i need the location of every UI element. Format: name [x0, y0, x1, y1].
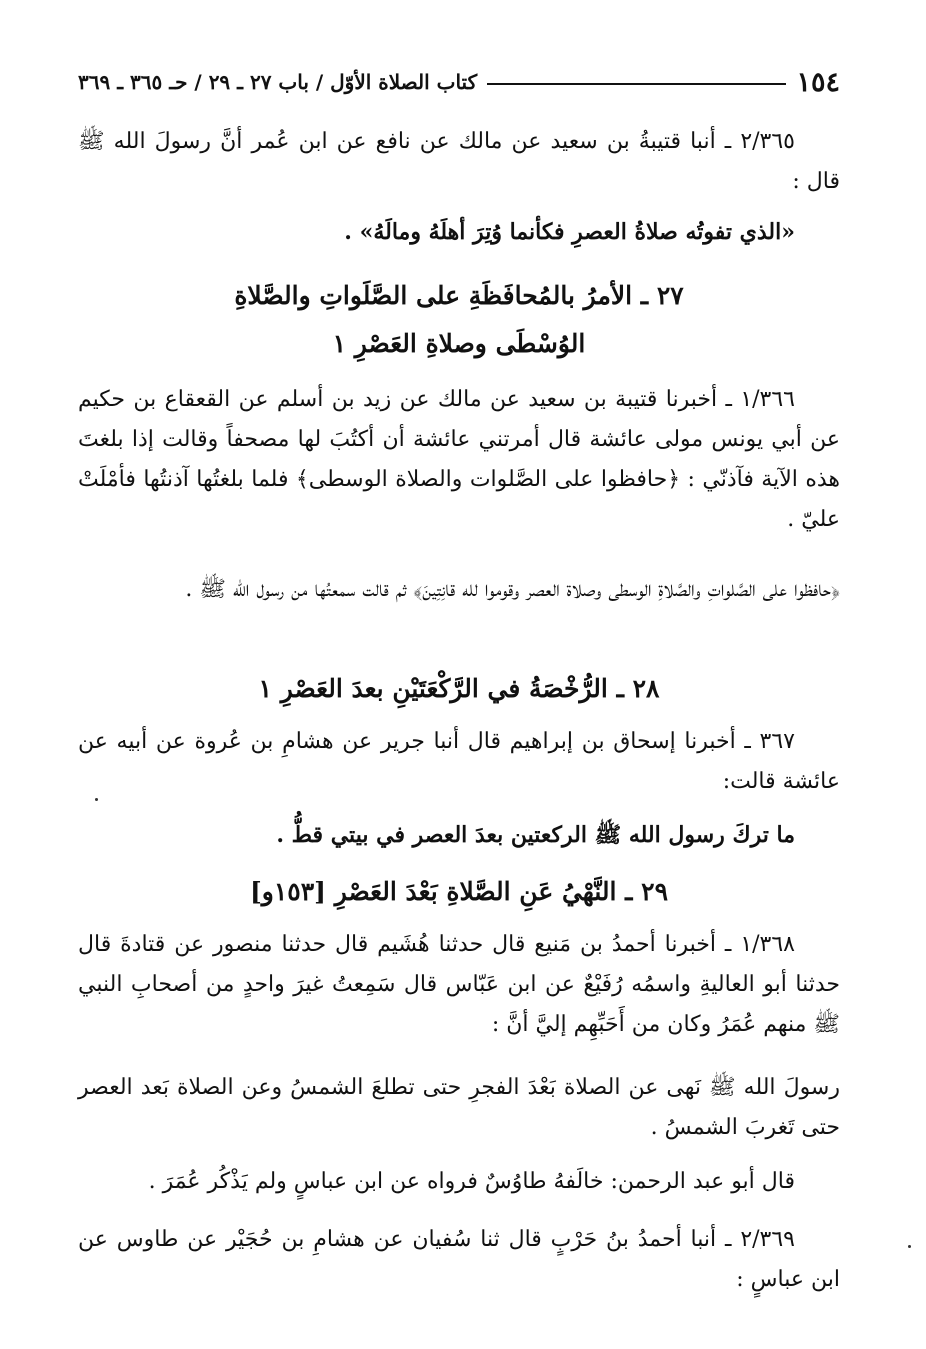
hadith-368: ١/٣٦٨ ـ أخبرنا أحمدُ بن مَنيع قال حدثنا هُشَيم قال حدثنا منصور عن قتادةَ قال حدثنا أبو العاليةِ واسمُه رُفَيْعٌ عن ابن عَبّاس قال سَمِعتُ غيرَ واحدٍ من أصحابِ النبي ﷺ منهم عُمَرُ وكان من أَحَبِّهِم إليَّ أنَّ : [78, 932, 840, 1037]
running-title: كتاب الصلاة الأوّل / باب ٢٧ ـ ٢٩ / حـ ٣٦٥ ـ ٣٦٩ [78, 70, 478, 94]
chapter-27-title-line2: الوُسْطَى وصلاةِ العَصْرِ ١ [332, 329, 586, 358]
scan-speck [95, 798, 98, 801]
chapter-27-title-line1: ٢٧ ـ الأمرُ بالمُحافَظَةِ على الصَّلَواتِ والصَّلاةِ [234, 281, 684, 310]
chapter-28-heading: ٢٨ ـ الرُّخْصَةُ في الرَّكْعَتَيْنِ بعدَ العَصْرِ ١ [258, 674, 660, 703]
scan-speck [908, 1245, 911, 1248]
hadith-367-text: ما تركَ رسول الله ﷺ الركعتين بعدَ العصر في بيتي قطُّ . [276, 822, 795, 848]
hadith-366-verse: ﴿حافظوا على الصَّلواتِ والصَّلاةِ الوسطى وصلاة العصر وقوموا لله قانِتِينَ﴾ ثم قالت سمعتُها من رسول الله ﷺ . [185, 577, 840, 602]
hadith-367: ٣٦٧ ـ أخبرنا إسحاق بن إبراهيم قال أنبا جرير عن هشامِ بن عُروة عن أبيه عن عائشة قالت: [78, 729, 840, 794]
page-number: ١٥٤ [796, 66, 840, 98]
chapter-29-heading: ٢٩ ـ النَّهْيُ عَنِ الصَّلاةِ بَعْدَ العَصْرِ [١٥٣و] [249, 877, 669, 906]
hadith-368-note: قال أبو عبد الرحمن: خالَفهُ طاوُسٌ فرواه عن ابن عباسٍ ولم يَذْكُر عُمَرَ . [148, 1169, 795, 1194]
hadith-366: ١/٣٦٦ ـ أخبرنا قتيبة بن سعيد عن مالك عن زيد بن أسلم عن القعقاع بن حكيم عن أبي يونس مولى عائشة قال أمرتني عائشة أن أكتُبَ لها مصحفاً وقالت إذا بلغتَ هذه الآية فآذنّي : ﴿حافظوا على الصَّلوات والصلاة الوسطى﴾ فلما بلغتُها آذنتُها فأمْلَتْ عليّ . [78, 387, 840, 532]
header-rule [487, 83, 786, 85]
chapter-27-heading [78, 272, 840, 368]
hadith-368-text: رسولَ الله ﷺ نَهى عن الصلاة بَعْدَ الفجرِ حتى تطلعَ الشمسُ وعن الصلاة بَعد العصر حتى تَغربَ الشمسُ . [78, 1075, 840, 1140]
hadith-365-text: «الذي تفوتُه صلاةُ العصرِ فكأنما وُتِرَ أهلَهُ ومالَهُ» . [344, 219, 795, 245]
page-header [78, 62, 840, 102]
hadith-369: ٢/٣٦٩ ـ أنبا أحمدُ بنُ حَرْبٍ قال ثنا سُفيان عن هشامِ بن حُجَيْر عن طاوس عن ابن عباسٍ : [78, 1227, 840, 1292]
hadith-365: ٢/٣٦٥ ـ أنبا قتيبةُ بن سعيد عن مالك عن نافع عن ابن عُمر أنَّ رسولَ الله ﷺ قال : [78, 129, 840, 194]
